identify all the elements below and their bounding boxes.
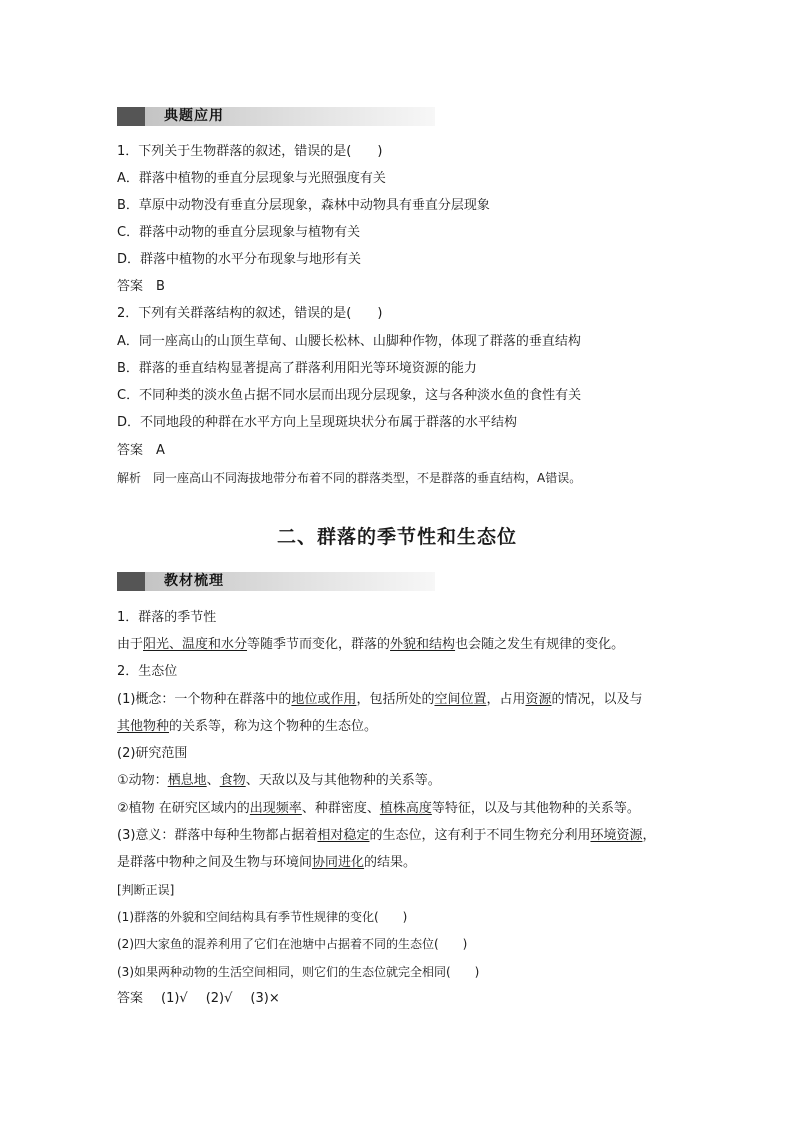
niche-concept-line-1: (1)概念：一个物种在群落中的地位或作用，包括所处的空间位置，占用资源的情况，以及与	[117, 692, 643, 707]
question-2-answer: 答案 A	[117, 443, 165, 458]
scope-animal: ①动物：栖息地、食物、天敌以及与其他物种的关系等。	[117, 773, 441, 788]
question-1-option-b: B．草原中动物没有垂直分层现象，森林中动物具有垂直分层现象	[117, 198, 490, 213]
question-1-option-c: C．群落中动物的垂直分层现象与植物有关	[117, 225, 361, 240]
blank-answer: 出现频率	[249, 801, 302, 816]
subsection-niche-title: 2．生态位	[117, 664, 178, 679]
question-1-answer: 答案 B	[117, 279, 165, 294]
blank-answer: 地位或作用	[291, 692, 357, 707]
blank-answer: 资源	[525, 692, 552, 707]
seasonality-paragraph: 由于阳光、温度和水分等随季节而变化，群落的外貌和结构也会随之发生有规律的变化。	[117, 637, 625, 652]
question-2-analysis: 解析 同一座高山不同海拔地带分布着不同的群落类型，不是群落的垂直结构，A错误。	[117, 471, 582, 485]
banner-label: 教材梳理	[164, 573, 224, 589]
blank-answer: 食物	[219, 773, 246, 788]
question-1-option-a: A．群落中植物的垂直分层现象与光照强度有关	[117, 171, 386, 186]
blank-answer: 空间位置	[434, 692, 487, 707]
blank-answer: 阳光、温度和水分	[143, 637, 248, 652]
judge-item-3: (3)如果两种动物的生活空间相同，则它们的生态位就完全相同( )	[117, 965, 480, 979]
judge-item-1: (1)群落的外貌和空间结构具有季节性规律的变化( )	[117, 910, 408, 924]
blank-answer: 相对稳定	[317, 828, 370, 843]
blank-answer: 植株高度	[379, 801, 432, 816]
blank-answer: 环境资源	[590, 828, 643, 843]
judge-item-2: (2)四大家鱼的混养利用了它们在池塘中占据着不同的生态位( )	[117, 937, 468, 951]
niche-concept-line-2: 其他物种的关系等，称为这个物种的生态位。	[117, 719, 378, 734]
subsection-seasonality-title: 1．群落的季节性	[117, 610, 217, 625]
section-heading: 二、群落的季节性和生态位	[276, 526, 517, 548]
banner-label: 典题应用	[164, 108, 224, 124]
scope-plant: ②植物 在研究区域内的出现频率、种群密度、植株高度等特征，以及与其他物种的关系等。	[117, 801, 640, 816]
question-2-stem: 2．下列有关群落结构的叙述，错误的是( )	[117, 306, 383, 321]
question-2-option-d: D．不同地段的种群在水平方向上呈现斑块状分布属于群落的水平结构	[117, 415, 518, 430]
niche-meaning-line-1: (3)意义：群落中每种生物都占据着相对稳定的生态位，这有利于不同生物充分利用环境资源，	[117, 828, 656, 843]
question-2-option-b: B．群落的垂直结构显著提高了群落利用阳光等环境资源的能力	[117, 361, 477, 376]
section-banner-textbook-review	[117, 572, 435, 591]
blank-answer: 栖息地	[167, 773, 207, 788]
blank-answer: 协同进化	[312, 855, 365, 870]
judge-answer: 答案 (1)√ (2)√ (3)×	[117, 991, 280, 1006]
blank-answer: 其他物种	[117, 719, 170, 734]
blank-answer: 外貌和结构	[390, 637, 456, 652]
question-2-option-a: A．同一座高山的山顶生草甸、山腰长松林、山脚种作物，体现了群落的垂直结构	[117, 334, 581, 349]
question-2-option-c: C．不同种类的淡水鱼占据不同水层而出现分层现象，这与各种淡水鱼的食性有关	[117, 388, 582, 403]
research-scope-title: (2)研究范围	[117, 746, 188, 761]
section-banner-typical-application	[117, 107, 435, 126]
judge-title: [判断正误]	[117, 883, 175, 897]
question-1-stem: 1．下列关于生物群落的叙述，错误的是( )	[117, 144, 383, 159]
question-1-option-d: D．群落中植物的水平分布现象与地形有关	[117, 252, 362, 267]
niche-meaning-line-2: 是群落中物种之间及生物与环境间协同进化的结果。	[117, 855, 417, 870]
